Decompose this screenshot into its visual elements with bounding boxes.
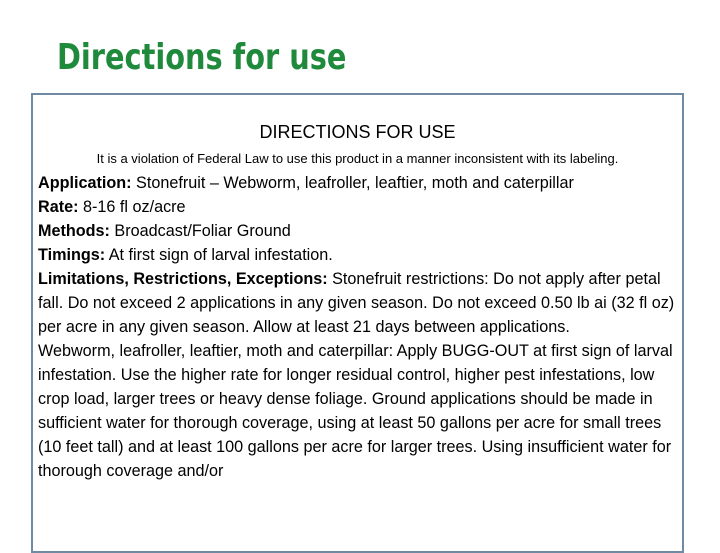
- field-limitations: [38, 267, 678, 339]
- slide-title: Directions for use: [57, 37, 347, 78]
- field-key: Rate:: [38, 198, 79, 216]
- label-heading: DIRECTIONS FOR USE: [259, 122, 456, 142]
- usage-paragraph: Webworm, leafroller, leaftier, moth and caterpillar: Apply BUGG-OUT at first sign of larval infestation. Use the higher rate for longer residual control, higher pest infestations, low crop load, larger trees or heavy dense foliage. Ground applications should be made in sufficient water for thorough coverage, using at least 50 gallons per acre for small trees (10 feet tall) and at least 100 gallons per acre for larger trees. Using insufficient water for thorough coverage and/or: [38, 342, 673, 480]
- field-value: Broadcast/Foliar Ground: [109, 222, 291, 240]
- federal-law-warning: It is a violation of Federal Law to use this product in a manner inconsistent with its labeling.: [96, 151, 619, 166]
- field-timings: [38, 243, 678, 267]
- field-application: [38, 171, 678, 195]
- label-text-box: [31, 93, 684, 553]
- field-methods: [38, 219, 678, 243]
- field-rate: [38, 195, 678, 219]
- field-value: 8-16 fl oz/acre: [78, 198, 186, 216]
- field-value: At first sign of larval infestation.: [105, 246, 333, 264]
- field-key: Timings:: [38, 246, 106, 264]
- field-value: Stonefruit restrictions: Do not apply after petal fall. Do not exceed 2 applications in any given season. Do not exceed 0.50 lb ai (32 fl oz) per acre in any given season. Allow at least 21 days between applications.: [38, 270, 675, 336]
- label-body: [33, 171, 682, 483]
- field-value: Stonefruit – Webworm, leafroller, leaftier, moth and caterpillar: [131, 174, 574, 192]
- field-key: Methods:: [38, 222, 110, 240]
- field-key: Limitations, Restrictions, Exceptions:: [38, 270, 328, 288]
- field-key: Application:: [38, 174, 132, 192]
